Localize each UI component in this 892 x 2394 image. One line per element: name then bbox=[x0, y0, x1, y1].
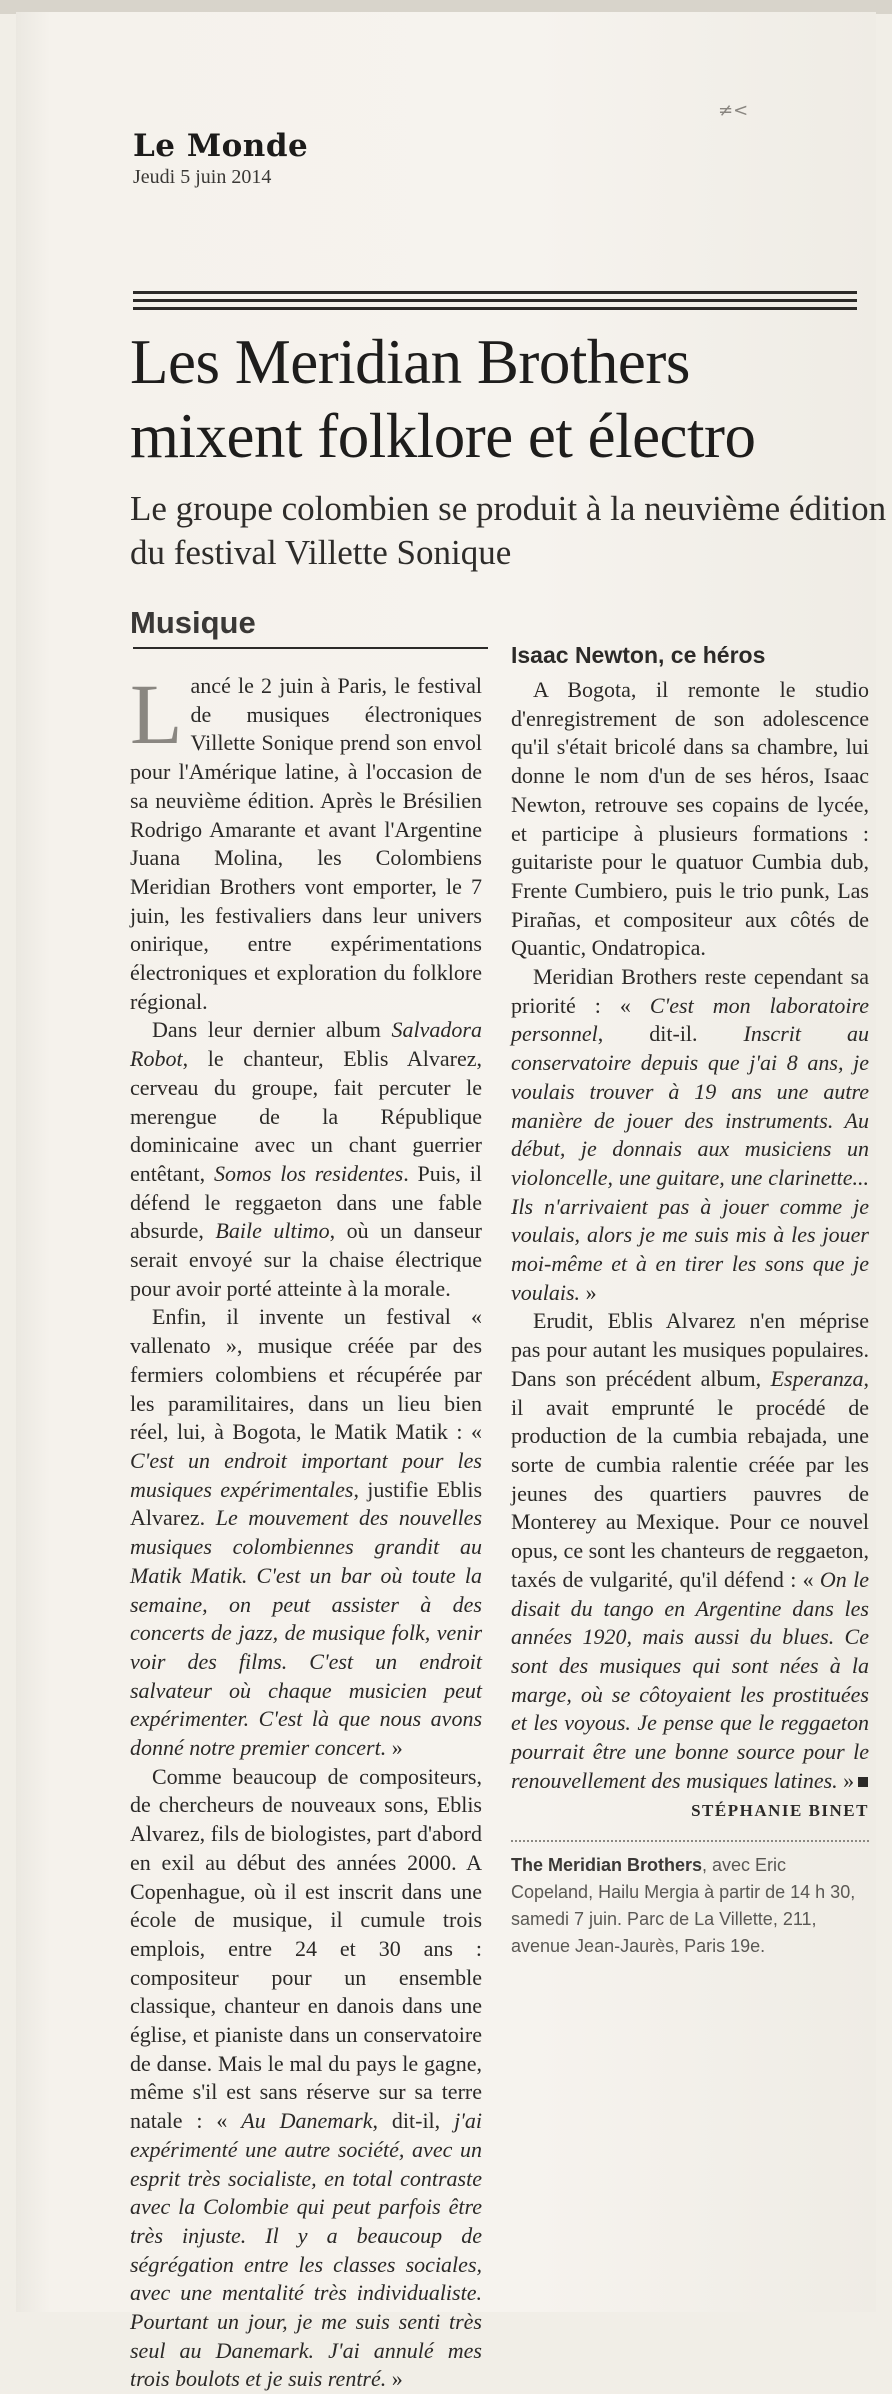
header-rule-middle bbox=[133, 299, 857, 302]
margin-scribble: ≠< bbox=[718, 100, 749, 121]
paragraph-laboratory: Meridian Brothers reste cependant sa priorité : « C'est mon laboratoire personnel, dit-il. Inscrit au conservatoire depuis que j'ai 8 ans, je voulais trouver à 19 ans une autre manière de jouer des instruments. Au début, je donnais aux musiciens un violoncelle, une guitare, une clarinette... Ils n'arrivaient pas à jouer comme je voulais, alors je me suis mis à les jouer moi-même et à en tirer les sons que je voulais. » bbox=[511, 964, 869, 1305]
paragraph-festival: Enfin, il invente un festival « vallenato », musique créée par des fermiers colombiens et récupérée par les paramilitaires, dans un lieu bien réel, lui, à Bogota, le Matik Matik : « C'est un endroit important pour les musiques expérimentales, justifie Eblis Alvarez. Le mouvement des nouvelles musiques colombiennes grandit au Matik Matik. C'est un bar où toute la semaine, on peut assister à des concerts de jazz, de musique folk, venir voir des films. C'est un endroit salvateur où chaque musicien peut expérimenter. C'est là que nous avons donné notre premier concert. » bbox=[130, 1304, 483, 1761]
info-divider bbox=[511, 1840, 869, 1842]
issue-date: Jeudi 5 juin 2014 bbox=[133, 166, 272, 188]
practical-info bbox=[511, 1852, 869, 1960]
article-column-right bbox=[511, 618, 869, 1960]
info-details: , avec Eric Copeland, Hailu Mergia à partir de 14 h 30, samedi 7 juin. Parc de La Villette, 211, avenue Jean-Jaurès, Paris 19e. bbox=[511, 1855, 856, 1957]
paragraph-bogota: A Bogota, il remonte le studio d'enregistrement de son adolescence qu'il s'était bricolé dans sa chambre, lui donne le nom d'un de ses héros, Isaac Newton, retrouve ses copains de lycée, et participe à plusieurs formations : guitariste pour le quatuor Cumbia dub, Frente Cumbiero, puis le trio punk, Las Pirañas, et compositeur aux côtés de Quantic, Ondatropica. bbox=[511, 677, 869, 961]
author-signature: STÉPHANIE BINET bbox=[691, 1801, 869, 1821]
article-column-left bbox=[130, 666, 483, 2394]
subheadline: Le groupe colombien se produit à la neuvième édition du festival Villette Sonique bbox=[130, 489, 887, 572]
header-rule-bottom bbox=[133, 307, 857, 310]
paragraph-exile: Comme beaucoup de compositeurs, de chercheurs de nouveaux sons, Eblis Alvarez, fils de biologistes, part d'abord en exil au début des années 2000. A Copenhague, où il est inscrit dans une école de musique, il cumule trois emplois, entre 24 et 30 ans : compositeur pour un ensemble classique, chanteur en danois dans une église, et pianiste dans un conservatoire de danse. Mais le mal du pays le gagne, même s'il est sans réserve sur sa terre natale : « Au Danemark, dit-il, j'ai expérimenté une autre société, avec un esprit très socialiste, en total contraste avec la Colombie qui peut parfois être très injuste. Il y a beaucoup de ségrégation entre les classes sociales, avec une mentalité très individualiste. Pourtant un jour, je me suis senti très seul au Danemark. J'ai annulé mes trois boulots et je suis rentré. » bbox=[130, 1763, 482, 2392]
header-rule-top bbox=[133, 291, 857, 294]
intertitle: Isaac Newton, ce héros bbox=[511, 642, 766, 668]
paragraph-reggaeton: Erudit, Eblis Alvarez n'en méprise pas pour autant les musiques populaires. Dans son précédent album, Esperanza, il avait emprunté le procédé de production de la cumbia rebajada, une sorte de cumbia ralentie créée par les jeunes des quartiers pauvres de Monterey au Mexique. Pour ce nouvel opus, ce sont les chanteurs de reggaeton, taxés de vulgarité, qu'il défend : « On le disait du tango en Argentine dans les années 1920, mais aussi du blues. Ce sont des musiques qui sont nées à la marge, où se côtoyaient les prostituées et les voyous. Je pense que le reggaeton pourrait être une bonne source pour le renouvellement des musiques latines. » bbox=[511, 1308, 869, 1793]
page-header bbox=[133, 128, 308, 190]
masthead: Le Monde bbox=[133, 128, 309, 164]
rubric-rule bbox=[133, 647, 488, 649]
info-band-name: The Meridian Brothers bbox=[511, 1855, 703, 1876]
paragraph-album: Dans leur dernier album Salvadora Robot, le chanteur, Eblis Alvarez, cerveau du groupe, fait percuter le merengue de la République dominicaine avec un chant guerrier entêtant, Somos los residentes. Puis, il défend le reggaeton dans une fable absurde, Baile ultimo, où un danseur serait envoyé sur la chaise électrique pour avoir porté atteinte à la morale. bbox=[130, 1017, 483, 1301]
headline: Les Meridian Brothers mixent folklore et électro bbox=[130, 327, 756, 471]
end-mark-icon bbox=[858, 1777, 868, 1787]
paragraph-intro: Lancé le 2 juin à Paris, le festival de musiques électroniques Villette Sonique prend son envol pour l'Amérique latine, à l'occasion de sa neuvième édition. Après le Brésilien Rodrigo Amarante et avant l'Argentine Juana Molina, les Colombiens Meridian Brothers vont emporter, le 7 juin, les festivaliers dans leur univers onirique, entre expérimentations électroniques et exploration du folklore régional. bbox=[130, 666, 482, 1014]
section-rubric: Musique bbox=[130, 605, 256, 640]
drop-cap: L bbox=[130, 666, 183, 762]
